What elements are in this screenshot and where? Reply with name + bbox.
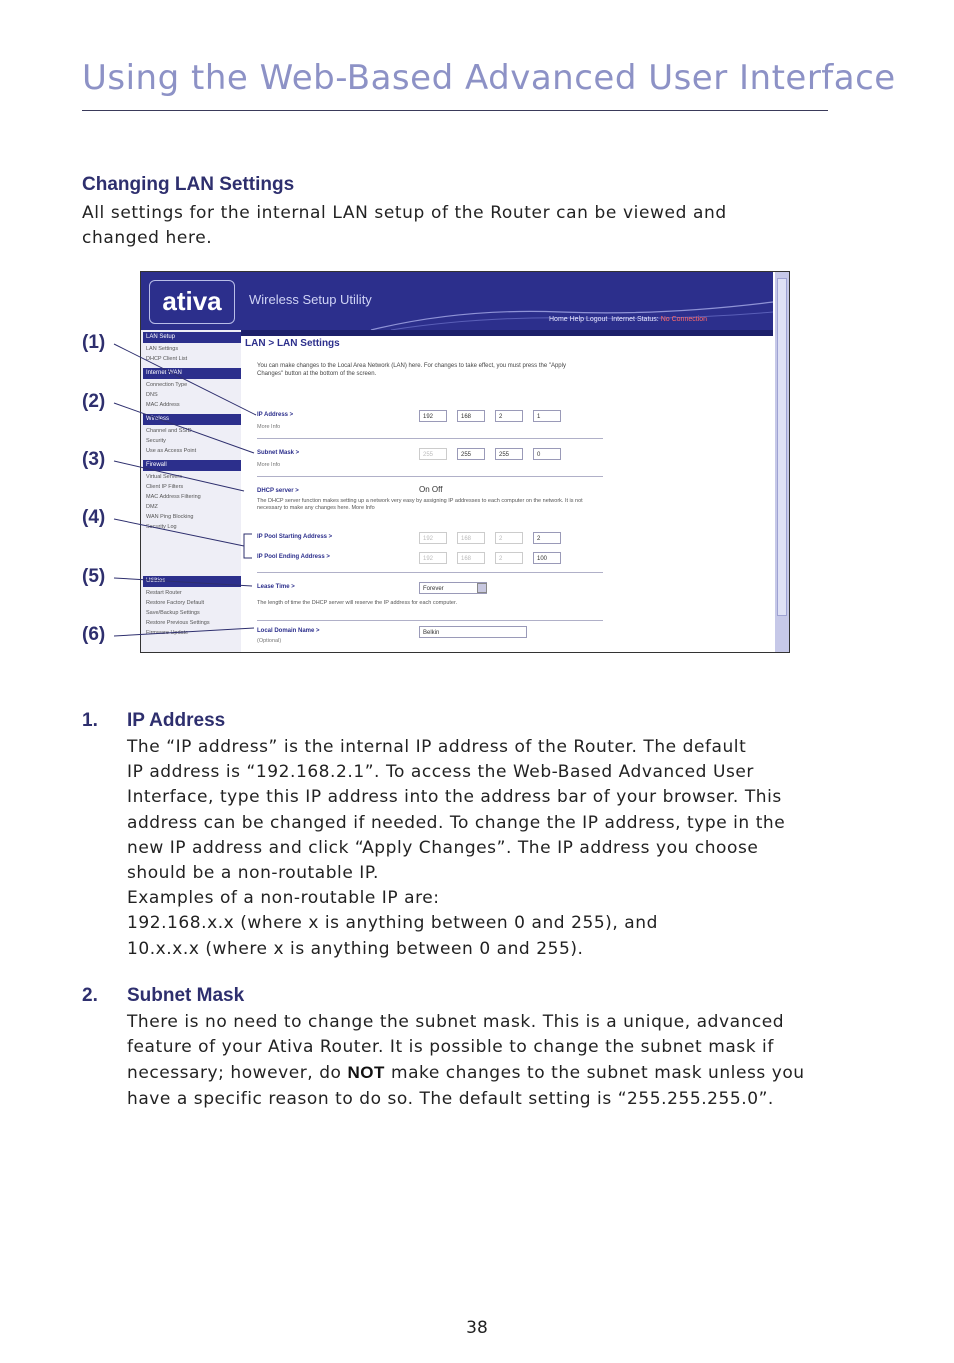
mask-more-info-link[interactable]: More Info xyxy=(257,462,281,468)
callout-1: (1) xyxy=(82,332,106,353)
pool-end-octet-4[interactable]: 100 xyxy=(533,552,561,564)
callout-4: (4) xyxy=(82,507,106,528)
item-2-body xyxy=(127,1010,827,1112)
lease-time-label: Lease Time > xyxy=(257,584,295,590)
mask-octet-2[interactable]: 255 xyxy=(457,448,485,460)
item-1-number: 1. xyxy=(82,710,98,731)
section-intro: All settings for the internal LAN setup of the Router can be viewed and changed here. xyxy=(82,203,727,248)
item-2-line: feature of your Ativa Router. It is possible to change the subnet mask if xyxy=(127,1037,774,1058)
domain-name-input[interactable]: Belkin xyxy=(419,626,527,638)
item-1-line: IP address is “192.168.2.1”. To access the Web-Based Advanced User xyxy=(127,762,754,783)
sidebar-item-lan-settings[interactable]: LAN Settings xyxy=(146,346,179,352)
lease-time-select[interactable]: Forever xyxy=(419,582,487,594)
lan-blurb: You can make changes to the Local Area Network (LAN) here. For changes to take effect, you must press the "Apply Changes" button at the bottom of the screen. xyxy=(257,363,566,377)
internet-status-value: No Connection xyxy=(660,316,708,323)
sidebar-item-access-point[interactable]: Use as Access Point xyxy=(146,448,197,454)
sidebar-item-wan-ping[interactable]: WAN Ping Blocking xyxy=(146,514,194,520)
pool-start-octet-4[interactable]: 2 xyxy=(533,532,561,544)
item-1-line: The “IP address” is the internal IP address of the Router. The default xyxy=(127,737,747,757)
pool-start-octet-1[interactable]: 192 xyxy=(419,532,447,544)
sidebar-cat-lan-setup[interactable]: LAN Setup xyxy=(143,332,241,343)
pool-start-octet-3[interactable]: 2 xyxy=(495,532,523,544)
dhcp-radio-options[interactable]: On Off xyxy=(419,485,443,494)
sidebar-item-security-log[interactable]: Security Log xyxy=(146,524,177,530)
item-2-line: There is no need to change the subnet mask. This is a unique, advanced xyxy=(127,1012,785,1032)
ip-more-info-link[interactable]: More Info xyxy=(257,424,281,430)
ip-octet-4[interactable]: 1 xyxy=(533,410,561,422)
pool-end-label: IP Pool Ending Address > xyxy=(257,554,330,560)
item-1-heading: IP Address xyxy=(127,710,226,731)
sidebar-item-mac-address[interactable]: MAC Address xyxy=(146,402,180,408)
pool-end-octet-3[interactable]: 2 xyxy=(495,552,523,564)
page-number: 38 xyxy=(466,1318,488,1338)
pool-end-octet-1[interactable]: 192 xyxy=(419,552,447,564)
item-2-heading: Subnet Mask xyxy=(127,985,245,1006)
item-1-line: address can be changed if needed. To change the IP address, type in the xyxy=(127,812,786,833)
sidebar-item-dns[interactable]: DNS xyxy=(146,392,158,398)
callout-5: (5) xyxy=(82,566,106,587)
item-2-line: have a specific reason to do so. The default setting is “255.255.255.0”. xyxy=(127,1088,774,1109)
sidebar-item-restore-default[interactable]: Restore Factory Default xyxy=(146,600,205,606)
mask-octet-1[interactable]: 255 xyxy=(419,448,447,460)
sidebar-item-restart[interactable]: Restart Router xyxy=(146,590,182,596)
ip-octet-1[interactable]: 192 xyxy=(419,410,447,422)
sidebar-cat-internet-wan[interactable]: Internet WAN xyxy=(143,368,241,379)
item-2-emphasis-not: NOT xyxy=(347,1063,385,1083)
pool-start-octet-2[interactable]: 168 xyxy=(457,532,485,544)
header-nav-links[interactable]: Home Help Logout xyxy=(549,316,608,323)
utility-title: Wireless Setup Utility xyxy=(249,292,372,307)
dhcp-description: The DHCP server function makes setting up a network very easy by assigning IP addresses to each computer on the network. It is not necessary to make any changes here. More Info xyxy=(257,498,583,511)
item-1-line: should be a non-routable IP. xyxy=(127,863,379,884)
callout-3: (3) xyxy=(82,449,106,470)
sidebar-item-firmware-update[interactable]: Firmware Update xyxy=(146,630,189,636)
sidebar-item-security[interactable]: Security xyxy=(146,438,166,444)
item-2-line3-pre: necessary; however, do xyxy=(127,1063,348,1084)
item-1-line: Interface, type this IP address into the address bar of your browser. This xyxy=(127,787,782,808)
ip-address-label: IP Address > xyxy=(257,412,294,418)
subnet-mask-label: Subnet Mask > xyxy=(257,450,300,456)
pool-start-label: IP Pool Starting Address > xyxy=(257,534,333,540)
item-1-line: 10.x.x.x (where x is anything between 0 and 255). xyxy=(127,938,584,959)
sidebar-cat-firewall[interactable]: Firewall xyxy=(143,460,241,471)
dhcp-server-label: DHCP server > xyxy=(257,488,299,494)
item-2-number: 2. xyxy=(82,985,98,1006)
sidebar-cat-wireless[interactable]: Wireless xyxy=(143,414,241,425)
ip-octet-2[interactable]: 168 xyxy=(457,410,485,422)
sidebar-item-dhcp-client-list[interactable]: DHCP Client List xyxy=(146,356,188,362)
sidebar-item-client-ip-filters[interactable]: Client IP Filters xyxy=(146,484,184,490)
item-1-line: new IP address and click “Apply Changes”. The IP address you choose xyxy=(127,837,759,858)
callout-2: (2) xyxy=(82,391,106,412)
sidebar-item-virtual-servers[interactable]: Virtual Servers xyxy=(146,474,182,480)
item-2-line xyxy=(127,1060,827,1086)
sidebar-item-channel-ssid[interactable]: Channel and SSID xyxy=(146,428,192,434)
page-title: Using the Web-Based Advanced User Interface xyxy=(82,58,896,98)
item-2-line3-post: make changes to the subnet mask unless you xyxy=(385,1063,805,1084)
section-heading: Changing LAN Settings xyxy=(82,174,295,195)
domain-optional-note: (Optional) xyxy=(257,638,282,644)
mask-octet-3[interactable]: 255 xyxy=(495,448,523,460)
item-1-line: Examples of a non-routable IP are: xyxy=(127,888,440,909)
sidebar-item-connection-type[interactable]: Connection Type xyxy=(146,382,188,388)
item-1-body xyxy=(127,735,827,962)
sidebar-item-mac-filtering[interactable]: MAC Address Filtering xyxy=(146,494,201,500)
sidebar-item-save-backup[interactable]: Save/Backup Settings xyxy=(146,610,200,616)
callout-6: (6) xyxy=(82,624,106,645)
breadcrumb: LAN > LAN Settings xyxy=(245,338,340,349)
sidebar-cat-utilities[interactable]: Utilities xyxy=(143,576,241,587)
sidebar-item-restore-previous[interactable]: Restore Previous Settings xyxy=(146,620,210,626)
item-1-line: 192.168.x.x (where x is anything between 0 and 255), and xyxy=(127,913,658,934)
lease-description: The length of time the DHCP server will reserve the IP address for each computer. xyxy=(257,600,458,606)
mask-octet-4[interactable]: 0 xyxy=(533,448,561,460)
pool-end-octet-2[interactable]: 168 xyxy=(457,552,485,564)
domain-name-label: Local Domain Name > xyxy=(257,628,320,634)
ativa-logo: ativa xyxy=(149,280,235,324)
ip-octet-3[interactable]: 2 xyxy=(495,410,523,422)
sidebar-item-dmz[interactable]: DMZ xyxy=(146,504,158,510)
internet-status-label: Internet Status: xyxy=(611,316,659,323)
